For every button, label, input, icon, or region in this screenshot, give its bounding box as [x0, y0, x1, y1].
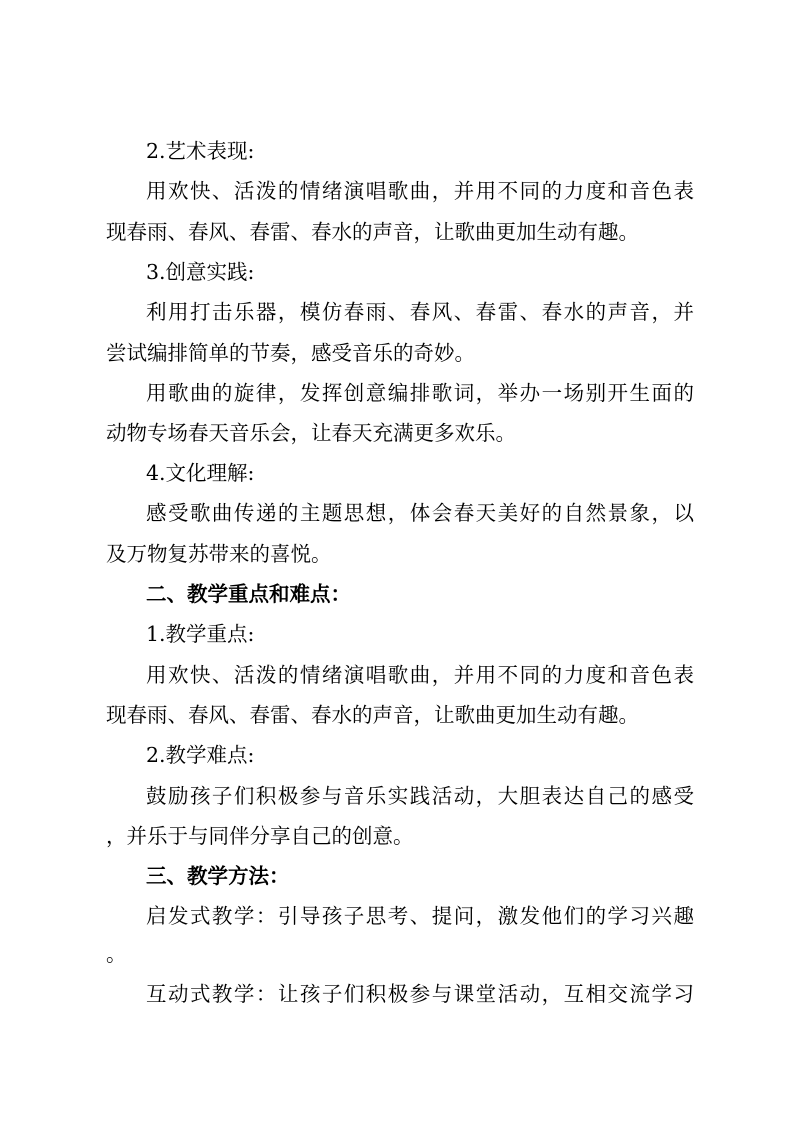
- subheading-teaching-focus: 1.教学重点:: [146, 622, 255, 646]
- subheading-creative-practice: 3.创意实践:: [146, 260, 255, 284]
- paragraph-line: 用欢快、活泼的情绪演唱歌曲，并用不同的力度和音色表: [146, 663, 694, 687]
- paragraph-line: 用欢快、活泼的情绪演唱歌曲，并用不同的力度和音色表: [146, 179, 694, 203]
- paragraph-line: 及万物复苏带来的喜悦。: [106, 542, 332, 566]
- paragraph-line: 。: [106, 942, 127, 966]
- paragraph-line: 感受歌曲传递的主题思想，体会春天美好的自然景象，以: [146, 501, 694, 525]
- paragraph-line: 用歌曲的旋律，发挥创意编排歌词，举办一场别开生面的: [146, 381, 694, 405]
- section-heading-key-points: 二、教学重点和难点：: [146, 582, 351, 606]
- subheading-cultural-understanding: 4.文化理解:: [146, 461, 255, 485]
- paragraph-line: 现春雨、春风、春雷、春水的声音，让歌曲更加生动有趣。: [106, 220, 639, 244]
- subheading-art-expression: 2.艺术表现:: [146, 139, 255, 163]
- paragraph-line: 鼓励孩子们积极参与音乐实践活动，大胆表达自己的感受: [146, 784, 694, 808]
- subheading-teaching-difficulty: 2.教学难点:: [146, 743, 255, 767]
- paragraph-line: 启发式教学：引导孩子思考、提问，激发他们的学习兴趣: [146, 904, 694, 928]
- paragraph-line: ，并乐于与同伴分享自己的创意。: [106, 824, 414, 848]
- section-heading-teaching-methods: 三、教学方法：: [146, 864, 290, 888]
- paragraph-line: 动物专场春天音乐会，让春天充满更多欢乐。: [106, 421, 516, 445]
- paragraph-line: 利用打击乐器，模仿春雨、春风、春雷、春水的声音，并: [146, 300, 694, 324]
- paragraph-line: 互动式教学：让孩子们积极参与课堂活动，互相交流学习: [146, 982, 694, 1006]
- paragraph-line: 尝试编排简单的节奏，感受音乐的奇妙。: [106, 341, 475, 365]
- paragraph-line: 现春雨、春风、春雷、春水的声音，让歌曲更加生动有趣。: [106, 703, 639, 727]
